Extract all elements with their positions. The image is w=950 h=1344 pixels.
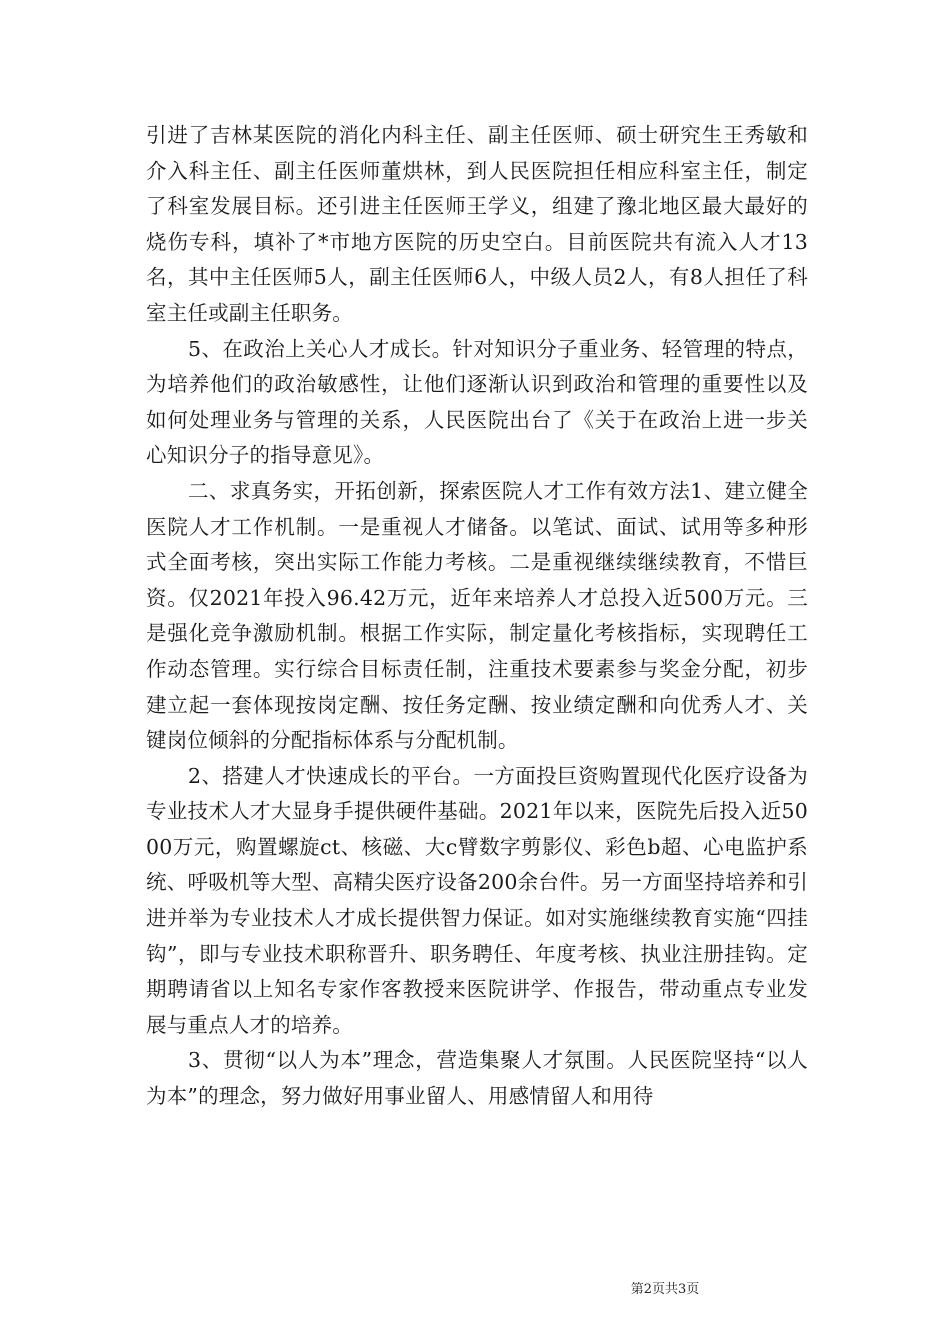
paragraph-3: 二、求真务实，开拓创新，探索医院人才工作有效方法1、建立健全医院人才工作机制。一是重视人才储备。以笔试、面试、试用等多种形式全面考核，突出实际工作能力考核。二是重视继续继续教育，不惜巨资。仅2021年投入96.42万元，近年来培养人才总投入近500万元。三是强化竞争激励机制。根据工作实际，制定量化考核指标，实现聘任工作动态管理。实行综合目标责任制，注重技术要素参与奖金分配，初步建立起一套体现按岗定酬、按任务定酬、按业绩定酬和向优秀人才、关键岗位倾斜的分配指标体系与分配机制。: [146, 478, 808, 753]
paragraph-4: 2、搭建人才快速成长的平台。一方面投巨资购置现代化医疗设备为专业技术人才大显身手提供硬件基础。2021年以来，医院先后投入近5000万元，购置螺旋ct、核磁、大c臂数字剪影仪、彩色b超、心电监护系统、呼吸机等大型、高精尖医疗设备200余台件。另一方面坚持培养和引进并举为专业技术人才成长提供智力保证。如对实施继续教育实施“四挂钩”，即与专业技术职称晋升、职务聘任、年度考核、执业注册挂钩。定期聘请省以上知名专家作客教授来医院讲学、作报告，带动重点专业发展与重点人才的培养。: [146, 763, 808, 1037]
document-body: [146, 118, 808, 1115]
paragraph-5: 3、贯彻“以人为本”理念，营造集聚人才氛围。人民医院坚持“以人为本”的理念，努力做好用事业留人、用感情留人和用待: [146, 1048, 808, 1109]
paragraph-2: 5、在政治上关心人才成长。针对知识分子重业务、轻管理的特点，为培养他们的政治敏感性，让他们逐渐认识到政治和管理的重要性以及如何处理业务与管理的关系，人民医院出台了《关于在政治上进一步关心知识分子的指导意见》。: [146, 336, 808, 468]
page-number-footer: 第2页共3页: [630, 1282, 700, 1297]
paragraph-1: 引进了吉林某医院的消化内科主任、副主任医师、硕士研究生王秀敏和介入科主任、副主任医师董烘林，到人民医院担任相应科室主任，制定了科室发展目标。还引进主任医师王学义，组建了豫北地区最大最好的烧伤专科，填补了*市地方医院的历史空白。目前医院共有流入人才13名，其中主任医师5人，副主任医师6人，中级人员2人，有8人担任了科室主任或副主任职务。: [146, 123, 808, 325]
